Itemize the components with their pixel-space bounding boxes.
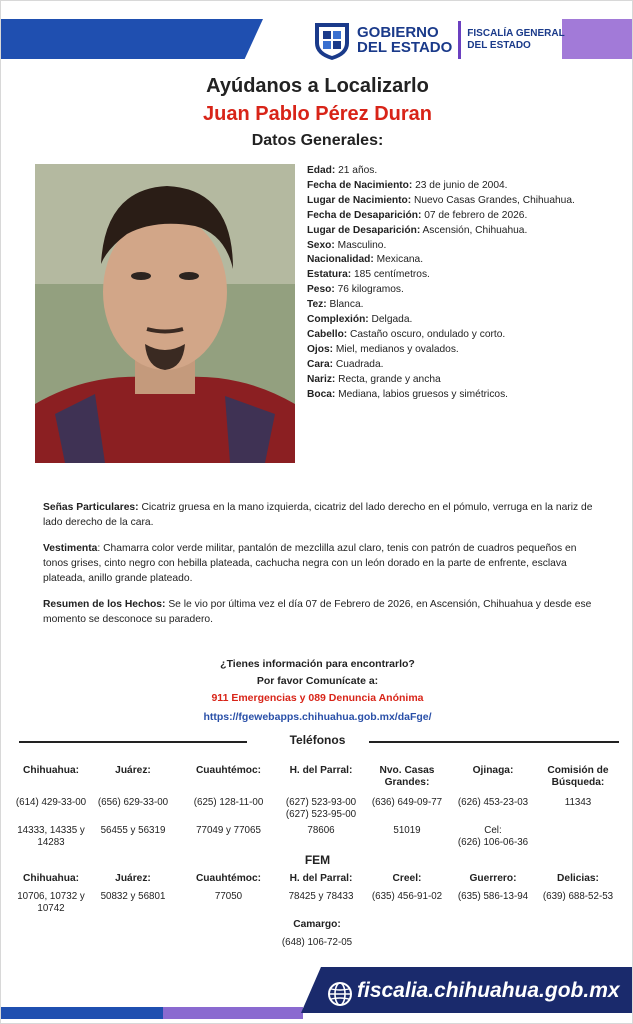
- fem-header: Delicias:: [557, 873, 599, 884]
- detail-value: 185 centímetros.: [351, 269, 430, 281]
- vestimenta-paragraph: [43, 541, 599, 586]
- phones-header: Cuauhtémoc:: [195, 765, 262, 776]
- detail-row: [307, 388, 627, 403]
- phones-title: Teléfonos: [289, 733, 346, 747]
- phones-header: Nvo. Casas Grandes:: [379, 765, 435, 788]
- phones-extension: 51019: [393, 825, 421, 836]
- fem-number: 10706, 10732 y 10742: [17, 891, 85, 914]
- detail-label: Nacionalidad:: [307, 254, 374, 266]
- detail-row: [307, 164, 627, 179]
- detail-row: [307, 358, 627, 373]
- fem-header: Creel:: [392, 873, 422, 884]
- phones-extension: 78606: [307, 825, 335, 836]
- footer-purple-bar: [163, 1007, 303, 1019]
- phones-number: (625) 128-11-00: [193, 797, 264, 808]
- detail-row: [307, 298, 627, 313]
- fem-number: 77050: [214, 891, 243, 902]
- general-details: [307, 164, 627, 403]
- detail-value: Cuadrada.: [333, 358, 384, 370]
- detail-value: Delgada.: [368, 314, 413, 326]
- phones-number: (614) 429-33-00: [15, 797, 87, 808]
- phones-header: Juárez:: [115, 765, 151, 776]
- detail-value: Nuevo Casas Grandes, Chihuahua.: [411, 194, 575, 206]
- phones-number: (656) 629-33-00: [97, 797, 169, 808]
- detail-label: Sexo:: [307, 239, 335, 251]
- camargo-label: Camargo:: [293, 919, 341, 930]
- emergency-numbers: 911 Emergencias y 089 Denuncia Anónima: [211, 692, 424, 704]
- detail-value: Masculino.: [334, 239, 387, 251]
- detail-row: [307, 268, 627, 283]
- phones-extension: 77049 y 77065: [196, 825, 261, 836]
- detail-value: Mediana, labios gruesos y simétricos.: [335, 388, 509, 400]
- detail-label: Edad:: [307, 165, 336, 176]
- logo-separator: [458, 21, 461, 59]
- section-title: Datos Generales:: [251, 132, 384, 149]
- phones-extension: 14333, 14335 y 14283: [17, 825, 85, 848]
- fem-header: Guerrero:: [469, 873, 517, 884]
- detail-row: [307, 239, 627, 254]
- detail-row: [307, 194, 627, 209]
- detail-label: Fecha de Desaparición:: [307, 209, 422, 221]
- resumen-value: Se le vio por última vez el día 07 de Febrero de 2026, en Ascensión, Chihuahua y desde ese momento se desconoce su paradero.: [43, 599, 592, 625]
- detail-label: Ojos:: [307, 343, 334, 355]
- detail-label: Nariz:: [307, 373, 336, 385]
- phones-number: (636) 649-09-77: [371, 797, 443, 808]
- detail-value: 07 de febrero de 2026.: [421, 209, 528, 221]
- detail-label: Cara:: [307, 358, 334, 370]
- fem-number: (635) 586-13-94: [457, 891, 529, 902]
- detail-row: [307, 343, 627, 358]
- phones-extension: 56455 y 56319: [100, 825, 166, 836]
- detail-row: [307, 313, 627, 328]
- fem-header: H. del Parral:: [289, 873, 353, 884]
- detail-value: Castaño oscuro, ondulado y corto.: [347, 328, 506, 340]
- fem-title: FEM: [304, 853, 331, 867]
- header-blue-bar: [1, 19, 263, 59]
- phones-header: Ojinaga:: [472, 765, 514, 776]
- state-shield-icon: [313, 19, 351, 61]
- vestimenta-value: : Chamarra color verde militar, pantalón de mezclilla azul claro, tenis con patrón de cuadros pequeños en tonos grises, cinto negro con hebilla plateada, cachucha negra con un león dorado en la parte de enfrente, esclava plateada, anillo grande plateado.: [43, 543, 577, 584]
- resumen-label: Resumen de los Hechos:: [43, 599, 166, 610]
- fem-header: Cuauhtémoc:: [195, 873, 262, 884]
- detail-label: Lugar de Desaparición:: [307, 224, 421, 236]
- detail-row: [307, 373, 627, 388]
- poster-title: Ayúdanos a Localizarlo: [206, 75, 429, 97]
- info-question: ¿Tienes información para encontrarlo?: [220, 658, 415, 670]
- fem-number: (635) 456-91-02: [371, 891, 443, 902]
- detail-row: [307, 179, 627, 194]
- fiscalia-name: FISCALÍA GENERAL DEL ESTADO: [467, 28, 565, 51]
- camargo-phone: (648) 106-72-05: [281, 937, 353, 948]
- phones-header: Comisión de Búsqueda:: [547, 765, 609, 788]
- phones-number: 11343: [564, 797, 592, 808]
- detail-label: Complexión:: [307, 314, 369, 326]
- detail-value: Mexicana.: [373, 254, 424, 266]
- detail-value: 23 de junio de 2004.: [412, 179, 508, 191]
- detail-label: Tez:: [307, 299, 327, 311]
- detail-row: [307, 328, 627, 343]
- report-url-link[interactable]: https://fgewebapps.chihuahua.gob.mx/daFge/: [203, 711, 432, 723]
- senas-value: Cicatriz gruesa en la mano izquierda, cicatriz del lado derecho en el pómulo, verruga en la nariz de lado derecho de la cara.: [43, 502, 593, 528]
- detail-label: Fecha de Nacimiento:: [307, 179, 413, 191]
- detail-label: Boca:: [307, 388, 336, 400]
- senas-label: Señas Particulares:: [43, 502, 139, 513]
- fem-header: Juárez:: [115, 873, 151, 884]
- detail-value: Ascensión, Chihuahua.: [420, 224, 528, 236]
- detail-row: [307, 283, 627, 298]
- detail-row: [307, 253, 627, 268]
- fem-header: Chihuahua:: [22, 873, 80, 884]
- vestimenta-label: Vestimenta: [43, 543, 98, 554]
- phones-extension: Cel: (626) 106-06-36: [457, 825, 529, 848]
- detail-value: Recta, grande y ancha: [335, 373, 441, 385]
- detail-label: Cabello:: [307, 328, 348, 340]
- detail-row: [307, 209, 627, 224]
- phones-number: (627) 523-93-00 (627) 523-95-00: [285, 797, 357, 820]
- phones-header: Chihuahua:: [22, 765, 80, 776]
- detail-value: Miel, medianos y ovalados.: [333, 343, 459, 355]
- detail-value: Blanca.: [326, 299, 364, 311]
- person-name: Juan Pablo Pérez Duran: [203, 103, 432, 125]
- fem-number: 50832 y 56801: [100, 891, 166, 902]
- footer-website-link[interactable]: fiscalia.chihuahua.gob.mx: [357, 979, 620, 1002]
- fem-number: (639) 688-52-53: [542, 891, 614, 902]
- detail-value: 76 kilogramos.: [334, 284, 404, 296]
- government-logo: [313, 19, 565, 61]
- person-photo: [35, 164, 295, 463]
- phones-number: (626) 453-23-03: [457, 797, 529, 808]
- globe-icon: [327, 981, 353, 1007]
- detail-label: Peso:: [307, 284, 335, 296]
- detail-row: [307, 224, 627, 239]
- contact-prompt: Por favor Comunícate a:: [256, 675, 379, 687]
- detail-value: 21 años.: [335, 165, 378, 176]
- phones-header: H. del Parral:: [289, 765, 353, 776]
- header-purple-bar: [562, 19, 632, 59]
- resumen-paragraph: [43, 597, 599, 627]
- senas-paragraph: [43, 500, 599, 530]
- detail-label: Lugar de Nacimiento:: [307, 194, 412, 206]
- fem-number: 78425 y 78433: [288, 891, 354, 902]
- detail-label: Estatura:: [307, 269, 352, 281]
- gov-name: GOBIERNO DEL ESTADO: [357, 24, 453, 56]
